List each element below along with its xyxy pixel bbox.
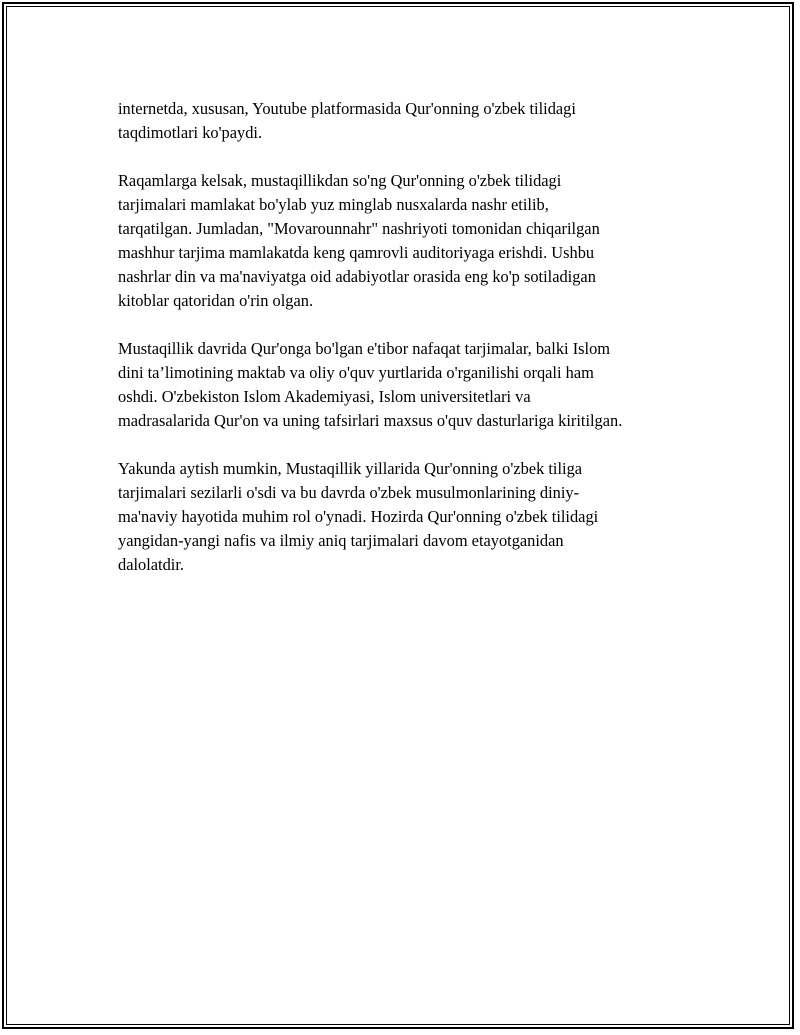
text-line: madrasalarida Qur'on va uning tafsirlari maxsus o'quv dasturlariga kiritilgan. xyxy=(118,411,623,430)
text-line: dalolatdir. xyxy=(118,555,185,574)
text-line: oshdi. O'zbekiston Islom Akademiyasi, Islom universitetlari va xyxy=(118,387,531,406)
text-line: Yakunda aytish mumkin, Mustaqillik yillarida Qur'onning o'zbek tiliga xyxy=(118,459,583,478)
document-body xyxy=(118,97,698,601)
text-line: taqdimotlari ko'paydi. xyxy=(118,123,263,142)
text-line: Raqamlarga kelsak, mustaqillikdan so'ng Qur'onning o'zbek tilidagi xyxy=(118,171,562,190)
text-line: nashrlar din va ma'naviyatga oid adabiyotlar orasida eng ko'p sotiladigan xyxy=(118,267,596,286)
paragraph-2 xyxy=(118,169,698,313)
text-line: internetda, xususan, Youtube platformasida Qur'onning o'zbek tilidagi xyxy=(118,99,576,118)
document-page xyxy=(2,2,794,1029)
text-line: Mustaqillik davrida Qur'onga bo'lgan e'tibor nafaqat tarjimalar, balki Islom xyxy=(118,339,611,358)
text-line: tarjimalari mamlakat bo'ylab yuz minglab nusxalarda nashr etilib, xyxy=(118,195,549,214)
text-line: mashhur tarjima mamlakatda keng qamrovli auditoriyaga erishdi. Ushbu xyxy=(118,243,595,262)
text-line: yangidan-yangi nafis va ilmiy aniq tarjimalari davom etayotganidan xyxy=(118,531,564,550)
text-line: ma'naviy hayotida muhim rol o'ynadi. Hozirda Qur'onning o'zbek tilidagi xyxy=(118,507,599,526)
text-line: tarjimalari sezilarli o'sdi va bu davrda o'zbek musulmonlarining diniy- xyxy=(118,483,580,502)
paragraph-4 xyxy=(118,457,698,577)
paragraph-1 xyxy=(118,97,698,145)
text-line: tarqatilgan. Jumladan, "Movarounnahr" nashriyoti tomonidan chiqarilgan xyxy=(118,219,600,238)
text-line: kitoblar qatoridan o'rin olgan. xyxy=(118,291,314,310)
text-line: dini ta’limotining maktab va oliy o'quv yurtlarida o'rganilishi orqali ham xyxy=(118,363,594,382)
paragraph-3 xyxy=(118,337,698,433)
